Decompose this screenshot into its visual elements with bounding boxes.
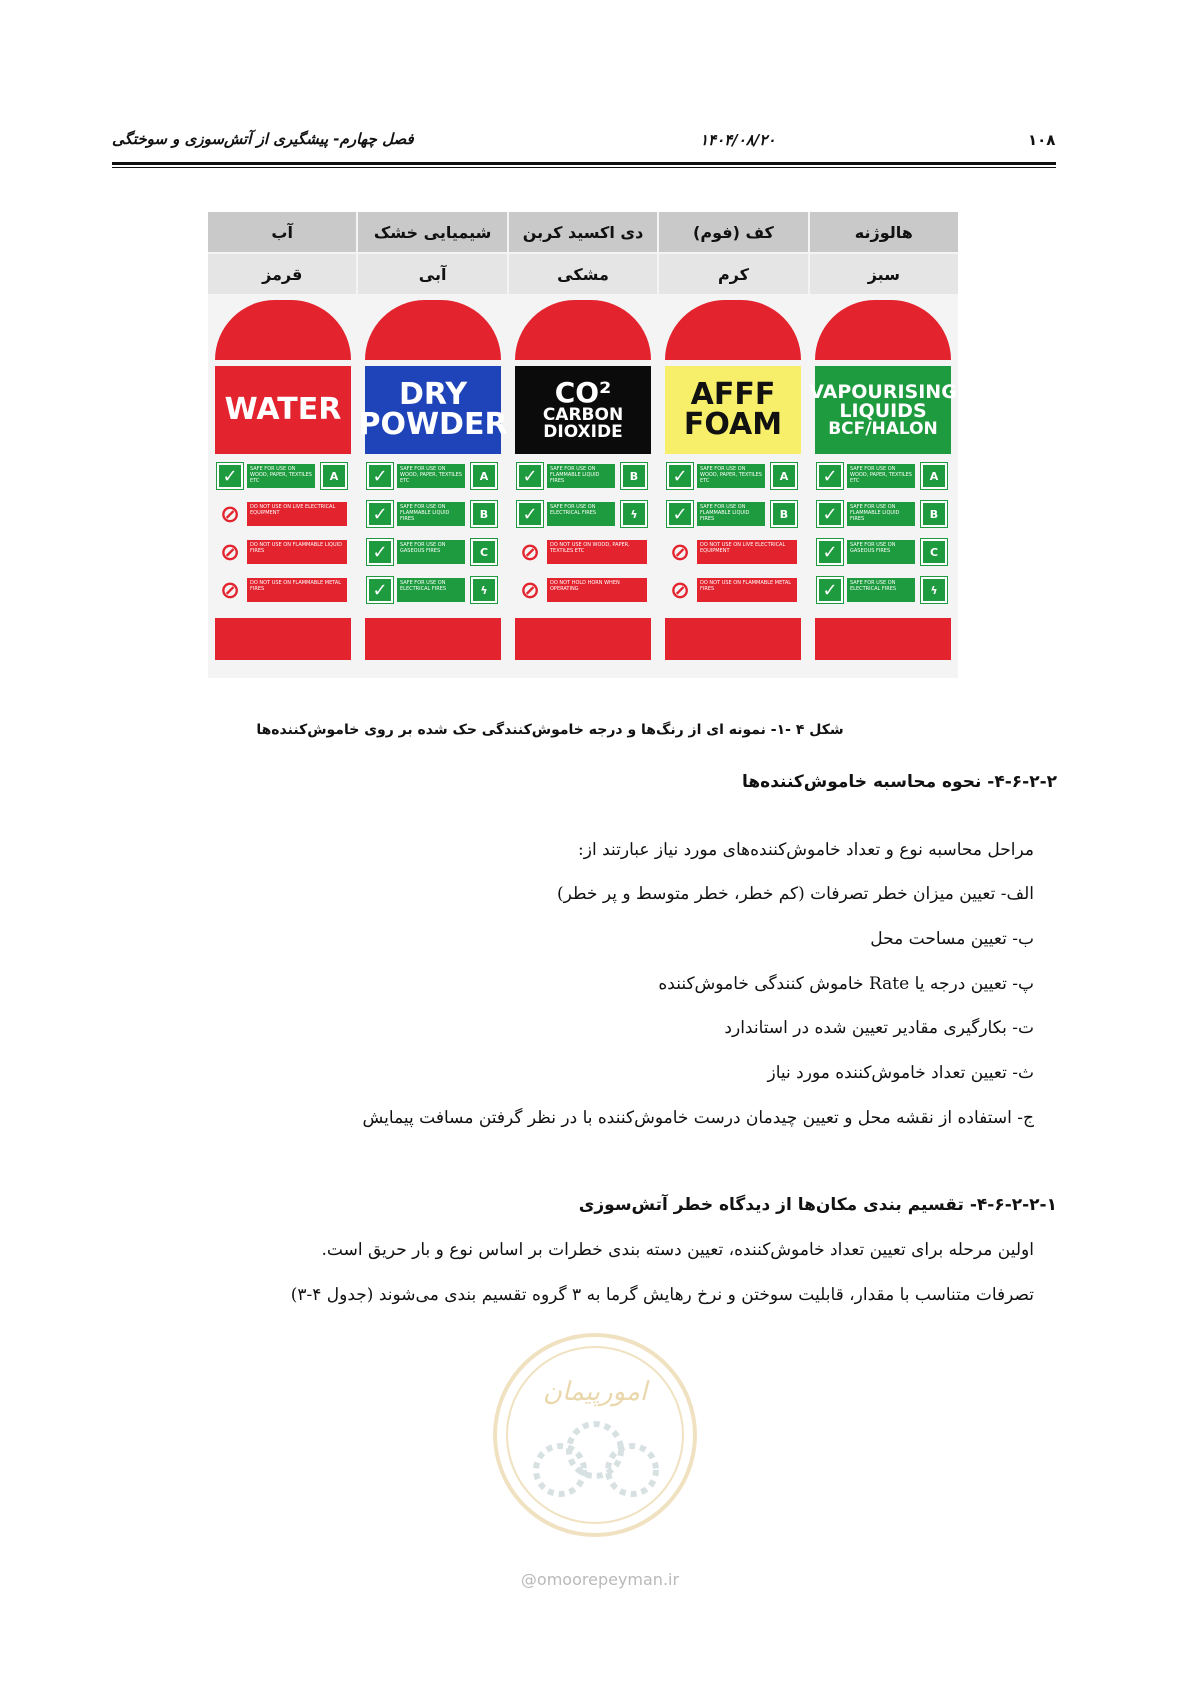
extinguisher-cap	[215, 300, 351, 360]
usage-text: SAFE FOR USE ON FLAMMABLE LIQUID FIRES	[547, 464, 615, 488]
check-icon: ✓	[817, 577, 843, 603]
extinguisher-label	[358, 366, 508, 454]
fire-class-icon: B	[921, 501, 947, 527]
prohibited-icon: ⊘	[667, 539, 693, 565]
usage-text: DO NOT USE ON LIVE ELECTRICAL EQUIPMENT	[247, 502, 347, 526]
extinguisher-type-row	[208, 212, 958, 252]
usage-text: DO NOT USE ON FLAMMABLE LIQUID FIRES	[247, 540, 347, 564]
extinguisher-water	[215, 300, 351, 660]
usage-row	[515, 462, 651, 492]
extinguisher-base	[665, 618, 801, 660]
usage-row	[215, 500, 351, 530]
label-line: FOAM	[683, 407, 783, 442]
lightning-icon: ϟ	[921, 577, 947, 603]
usage-text: DO NOT USE ON WOOD, PAPER, TEXTILES ETC	[547, 540, 647, 564]
section-heading: ۴-۶-۲-۲- نحوه محاسبه خاموش‌کننده‌ها	[741, 772, 1057, 792]
fire-class-icon: B	[621, 463, 647, 489]
fire-class-icon: B	[771, 501, 797, 527]
usage-text: SAFE FOR USE ON ELECTRICAL FIRES	[397, 578, 465, 602]
type-cell-halon: هالوژنه	[808, 212, 958, 252]
extinguisher-base	[365, 618, 501, 660]
usage-row	[365, 462, 501, 492]
usage-text: SAFE FOR USE ON GASEOUS FIRES	[397, 540, 465, 564]
usage-row	[815, 538, 951, 568]
list-item: ج- استفاده از نقشه محل و تعیین چیدمان درست خاموش‌کننده با در نظر گرفتن مسافت پیمایش	[362, 1108, 1034, 1128]
usage-rows	[365, 462, 501, 612]
fire-class-icon: A	[921, 463, 947, 489]
color-cell-co2: مشکی	[507, 254, 657, 294]
prohibited-icon: ⊘	[217, 501, 243, 527]
check-icon: ✓	[667, 463, 693, 489]
watermark-url: @omoorepeyman.ir	[520, 1570, 680, 1589]
type-cell-powder: شیمیایی خشک	[356, 212, 506, 252]
label-line: BCF/HALON	[828, 418, 938, 439]
usage-row	[215, 462, 351, 492]
watermark-logo	[490, 1330, 700, 1540]
fire-class-icon: A	[321, 463, 347, 489]
extinguisher-label	[215, 366, 351, 454]
label-line: POWDER	[358, 407, 508, 442]
check-icon: ✓	[667, 501, 693, 527]
check-icon: ✓	[517, 501, 543, 527]
prohibited-icon: ⊘	[217, 539, 243, 565]
header-rule-thin	[112, 167, 1056, 168]
usage-row	[365, 576, 501, 606]
extinguisher-base	[515, 618, 651, 660]
paragraph-line: تصرفات متناسب با مقدار، قابلیت سوختن و نرخ رهایش گرما به ۳ گروه تقسیم بندی می‌شوند (جدول ۴-۳)	[290, 1285, 1034, 1305]
prohibited-icon: ⊘	[217, 577, 243, 603]
list-item: ب- تعیین مساحت محل	[870, 929, 1034, 949]
label-line: WATER	[224, 392, 342, 427]
extinguisher-halon	[809, 300, 957, 660]
check-icon: ✓	[217, 463, 243, 489]
usage-text: DO NOT HOLD HORN WHEN OPERATING	[547, 578, 647, 602]
extinguisher-dry-powder	[358, 300, 508, 660]
extinguisher-label	[515, 366, 651, 454]
usage-row	[215, 538, 351, 568]
prohibited-icon: ⊘	[517, 539, 543, 565]
fire-class-icon: B	[471, 501, 497, 527]
label-line: DRY	[398, 377, 468, 412]
usage-row	[665, 538, 801, 568]
extinguisher-co2	[515, 300, 651, 660]
label-line: AFFF	[690, 377, 776, 412]
figure-caption: شکل ۴ -۱- نمونه ای از رنگ‌ها و درجه خاموش‌کنندگی حک شده بر روی خاموش‌کننده‌ها	[256, 722, 844, 738]
label-line: CO²	[554, 376, 612, 409]
type-cell-co2: دی اکسید کربن	[507, 212, 657, 252]
extinguisher-label	[665, 366, 801, 454]
extinguisher-cap	[365, 300, 501, 360]
check-icon: ✓	[817, 501, 843, 527]
label-line: CARBON	[542, 405, 624, 425]
usage-text: DO NOT USE ON FLAMMABLE METAL FIRES	[247, 578, 347, 602]
color-cell-water: قرمز	[262, 264, 303, 284]
chapter-title: فصل چهارم- پیشگیری از آتش‌سوزی و سوختگی	[112, 130, 414, 148]
usage-row	[815, 500, 951, 530]
extinguisher-cap	[665, 300, 801, 360]
check-icon: ✓	[367, 501, 393, 527]
extinguisher-base	[815, 618, 951, 660]
section-intro: مراحل محاسبه نوع و تعداد خاموش‌کننده‌های مورد نیاز عبارتند از:	[578, 840, 1034, 860]
check-icon: ✓	[367, 463, 393, 489]
extinguisher-base	[215, 618, 351, 660]
extinguisher-figure	[208, 212, 958, 678]
usage-row	[365, 538, 501, 568]
check-icon: ✓	[517, 463, 543, 489]
usage-row	[515, 576, 651, 606]
list-item: ث- تعیین تعداد خاموش‌کننده مورد نیاز	[767, 1063, 1034, 1083]
usage-text: SAFE FOR USE ON WOOD, PAPER, TEXTILES ETC	[247, 464, 315, 488]
paragraph-line: اولین مرحله برای تعیین تعداد خاموش‌کننده، تعیین دسته بندی خطرات بر اساس نوع و بار حریق است.	[321, 1240, 1034, 1260]
label-line: DIOXIDE	[543, 422, 623, 442]
lightning-icon: ϟ	[471, 577, 497, 603]
usage-rows	[665, 462, 801, 612]
list-item: ت- بکارگیری مقادیر تعیین شده در استاندارد	[724, 1018, 1034, 1038]
usage-text: SAFE FOR USE ON WOOD, PAPER, TEXTILES ETC	[397, 464, 465, 488]
svg-text:امورپیمان: امورپیمان	[542, 1377, 648, 1407]
usage-text: SAFE FOR USE ON ELECTRICAL FIRES	[547, 502, 615, 526]
type-cell-foam: کف (فوم)	[657, 212, 807, 252]
usage-text: DO NOT USE ON FLAMMABLE METAL FIRES	[697, 578, 797, 602]
usage-row	[215, 576, 351, 606]
fire-class-icon: A	[471, 463, 497, 489]
usage-text: SAFE FOR USE ON FLAMMABLE LIQUID FIRES	[397, 502, 465, 526]
prohibited-icon: ⊘	[667, 577, 693, 603]
usage-row	[665, 500, 801, 530]
fire-class-icon: C	[471, 539, 497, 565]
type-cell-water: آب	[271, 222, 293, 242]
usage-row	[815, 462, 951, 492]
color-cell-powder: آبی	[356, 254, 506, 294]
check-icon: ✓	[817, 539, 843, 565]
fire-class-icon: A	[771, 463, 797, 489]
color-cell-foam: کرم	[657, 254, 807, 294]
check-icon: ✓	[367, 539, 393, 565]
subsection-heading: ۴-۶-۲-۲-۱- تقسیم بندی مکان‌ها از دیدگاه خطر آتش‌سوزی	[578, 1195, 1057, 1215]
usage-text: DO NOT USE ON LIVE ELECTRICAL EQUIPMENT	[697, 540, 797, 564]
usage-row	[665, 462, 801, 492]
header-date: ۱۴۰۴/۰۸/۲۰	[700, 131, 776, 149]
usage-row	[665, 576, 801, 606]
usage-row	[815, 576, 951, 606]
usage-rows	[215, 462, 351, 612]
usage-row	[515, 538, 651, 568]
color-cell-halon: سبز	[808, 254, 958, 294]
check-icon: ✓	[817, 463, 843, 489]
label-line: LIQUIDS	[839, 399, 927, 422]
extinguisher-foam	[665, 300, 801, 660]
usage-text: SAFE FOR USE ON WOOD, PAPER, TEXTILES ETC	[697, 464, 765, 488]
list-item: الف- تعیین میزان خطر تصرفات (کم خطر، خطر متوسط و پر خطر)	[556, 884, 1034, 904]
extinguisher-color-row	[208, 254, 958, 294]
prohibited-icon: ⊘	[517, 577, 543, 603]
header-rule	[112, 162, 1056, 165]
usage-text: SAFE FOR USE ON WOOD, PAPER, TEXTILES ETC	[847, 464, 915, 488]
usage-text: SAFE FOR USE ON FLAMMABLE LIQUID FIRES	[697, 502, 765, 526]
check-icon: ✓	[367, 577, 393, 603]
usage-rows	[515, 462, 651, 612]
usage-row	[365, 500, 501, 530]
usage-row	[515, 500, 651, 530]
label-line: VAPOURISING	[809, 380, 957, 403]
fire-class-icon: C	[921, 539, 947, 565]
usage-text: SAFE FOR USE ON GASEOUS FIRES	[847, 540, 915, 564]
usage-text: SAFE FOR USE ON FLAMMABLE LIQUID FIRES	[847, 502, 915, 526]
lightning-icon: ϟ	[621, 501, 647, 527]
extinguisher-label	[809, 366, 957, 454]
extinguisher-cap	[515, 300, 651, 360]
extinguisher-cap	[815, 300, 951, 360]
usage-text: SAFE FOR USE ON ELECTRICAL FIRES	[847, 578, 915, 602]
usage-rows	[815, 462, 951, 612]
list-item: پ- تعیین درجه یا Rate خاموش کنندگی خاموش‌کننده	[658, 974, 1034, 994]
page-number: ۱۰۸	[1028, 131, 1056, 149]
